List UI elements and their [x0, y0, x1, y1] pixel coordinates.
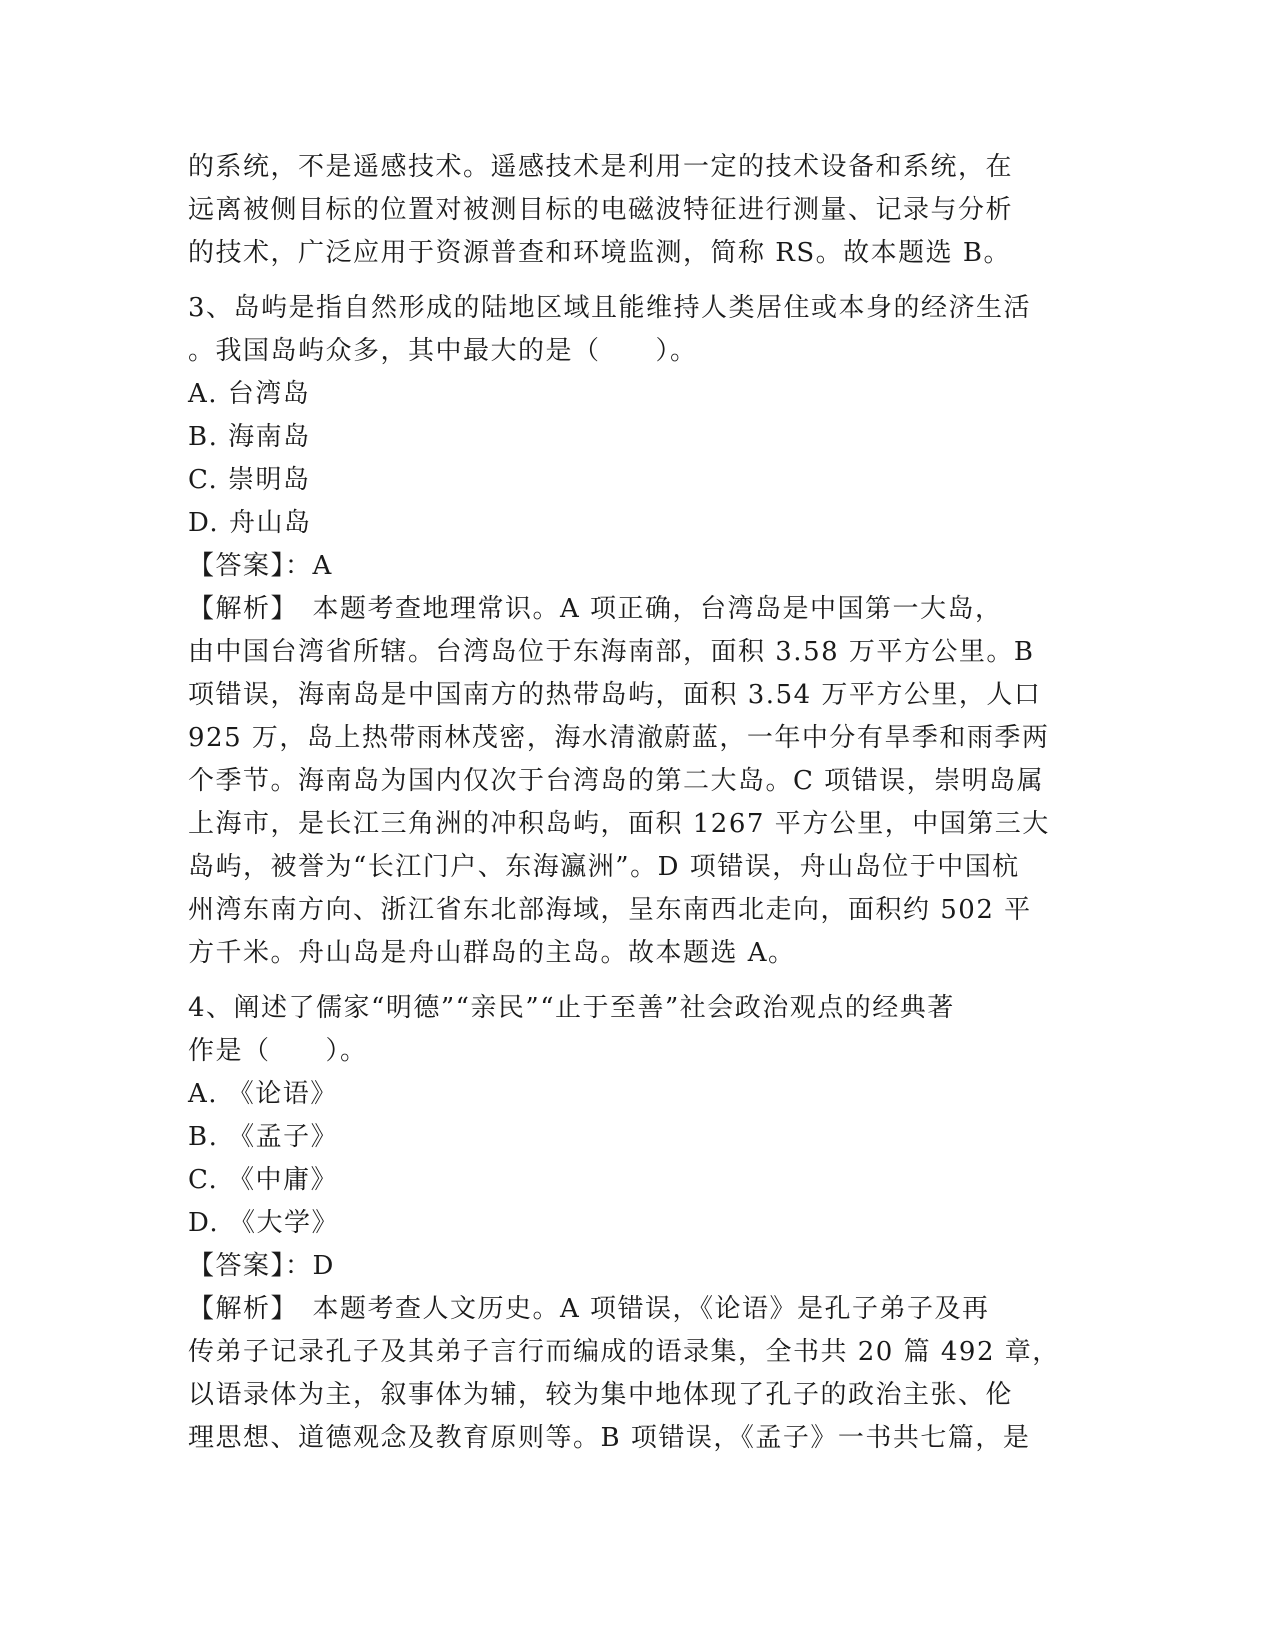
explanation [188, 588, 1088, 975]
text-line: 。我国岛屿众多，其中最大的是（ ）。 [188, 336, 698, 366]
question-options [188, 373, 1088, 545]
text-line: 上海市，是长江三角洲的冲积岛屿，面积 1267 平方公里，中国第三大 [188, 809, 1050, 839]
text-line: 作是（ ）。 [188, 1036, 368, 1066]
prev-explanation-tail [188, 146, 1088, 275]
question-3 [188, 287, 1088, 975]
text-line: 3、岛屿是指自然形成的陆地区域且能维持人类居住或本身的经济生活 [188, 293, 1032, 323]
text-line: 传弟子记录孔子及其弟子言行而编成的语录集，全书共 20 篇 492 章， [188, 1337, 1060, 1367]
text-line: 方千米。舟山岛是舟山群岛的主岛。故本题选 A。 [188, 938, 796, 968]
option-a: A. 《论语》 [188, 1079, 338, 1109]
option-c: C. 崇明岛 [188, 465, 311, 495]
question-options [188, 1073, 1088, 1245]
text-line: 4、阐述了儒家“明德”“亲民”“止于至善”社会政治观点的经典著 [188, 993, 955, 1023]
option-b: B. 海南岛 [188, 422, 311, 452]
text-line: 岛屿，被誉为“长江门户、东海瀛洲”。D 项错误，舟山岛位于中国杭 [188, 852, 1020, 882]
text-line: 项错误，海南岛是中国南方的热带岛屿，面积 3.54 万平方公里，人口 [188, 680, 1042, 710]
explanation [188, 1288, 1088, 1460]
document-page [188, 146, 1088, 1460]
option-c: C. 《中庸》 [188, 1165, 338, 1195]
text-line: 的技术，广泛应用于资源普查和环境监测，简称 RS。故本题选 B。 [188, 238, 1012, 268]
option-d: D. 《大学》 [188, 1208, 339, 1238]
text-line: 925 万，岛上热带雨林茂密，海水清澈蔚蓝，一年中分有旱季和雨季两 [188, 723, 1050, 753]
text-line: 州湾东南方向、浙江省东北部海域，呈东南西北走向，面积约 502 平 [188, 895, 1032, 925]
text-line: 以语录体为主，叙事体为辅，较为集中地体现了孔子的政治主张、伦 [188, 1380, 1014, 1410]
option-d: D. 舟山岛 [188, 508, 312, 538]
answer: 【答案】：A [188, 551, 333, 581]
text-line: 远离被侧目标的位置对被测目标的电磁波特征进行测量、记录与分析 [188, 195, 1014, 225]
option-b: B. 《孟子》 [188, 1122, 339, 1152]
answer: 【答案】：D [188, 1251, 335, 1281]
option-a: A. 台湾岛 [188, 379, 311, 409]
text-line: 【解析】 本题考查地理常识。A 项正确，台湾岛是中国第一大岛， [188, 594, 1003, 624]
text-line: 的系统，不是遥感技术。遥感技术是利用一定的技术设备和系统，在 [188, 152, 1014, 182]
question-stem [188, 287, 1088, 373]
text-line: 【解析】 本题考查人文历史。A 项错误，《论语》是孔子弟子及再 [188, 1294, 990, 1324]
text-line: 由中国台湾省所辖。台湾岛位于东海南部，面积 3.58 万平方公里。B [188, 637, 1035, 667]
text-line: 个季节。海南岛为国内仅次于台湾岛的第二大岛。C 项错误，崇明岛属 [188, 766, 1045, 796]
question-stem [188, 987, 1088, 1073]
question-4 [188, 987, 1088, 1460]
text-line: 理思想、道德观念及教育原则等。B 项错误，《孟子》一书共七篇，是 [188, 1423, 1031, 1453]
